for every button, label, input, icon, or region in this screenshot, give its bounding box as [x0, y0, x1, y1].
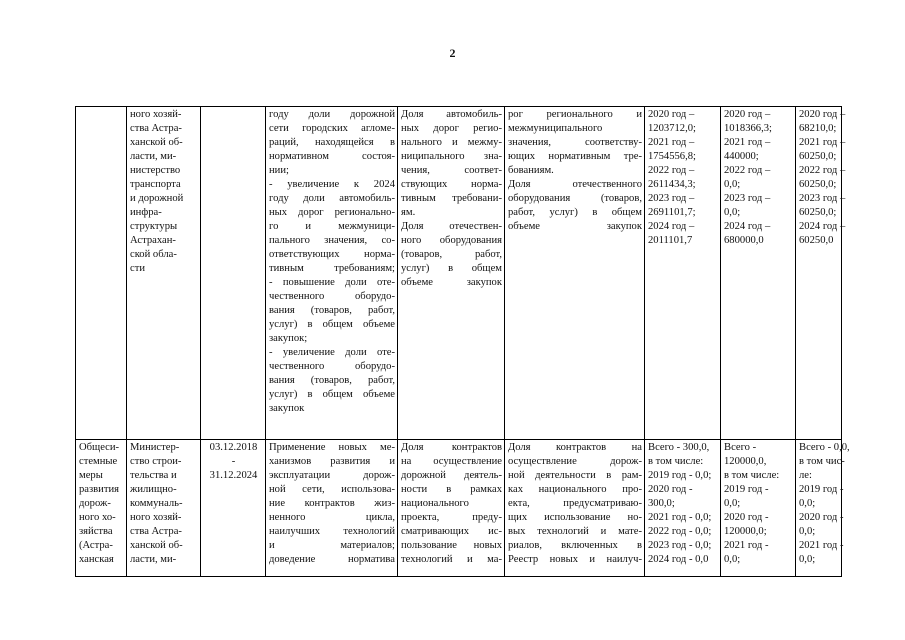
- table-cell-budget-federal: [645, 440, 721, 577]
- cell-text-line: 2021 год -: [724, 540, 769, 551]
- cell-text-line: 0,0;: [799, 498, 816, 509]
- cell-text-line: ханской об-: [130, 540, 183, 551]
- table-cell-indicator-name: [398, 107, 505, 440]
- cell-text-line: чественного оборудо-: [269, 361, 395, 372]
- table-cell-expected-result: [266, 440, 398, 577]
- cell-text-line: 440000;: [724, 151, 759, 162]
- cell-text-line: 0,0;: [724, 207, 741, 218]
- cell-text-line: Всего - 0,0,: [799, 442, 850, 453]
- cell-text-line: (Астра-: [79, 540, 113, 551]
- cell-text-line: 1754556,8;: [648, 151, 696, 162]
- cell-text-line: 2021 год –: [724, 137, 771, 148]
- table-cell-executor: [127, 440, 201, 577]
- cell-text-line: 2023 год –: [724, 193, 771, 204]
- cell-text-line: сети городских агломе-: [269, 123, 395, 134]
- cell-text-line: 03.12.2018: [209, 442, 258, 453]
- cell-text-line: 2611434,3;: [648, 179, 696, 190]
- cell-text-line: 1018366,3;: [724, 123, 772, 134]
- cell-text-line: ство строи-: [130, 456, 182, 467]
- cell-text-line: ласти, ми-: [130, 151, 177, 162]
- table-cell-budget-federal: [645, 107, 721, 440]
- cell-text-line: ханизмов развития и: [269, 456, 395, 467]
- table-cell-budget-regional: [721, 107, 796, 440]
- cell-text-line: 2024 год - 0,0: [648, 554, 709, 565]
- table-cell-period: [201, 107, 266, 440]
- cell-text-line: проекта, преду-: [401, 512, 502, 523]
- cell-text-line: бованиям.: [508, 165, 554, 176]
- cell-text-line: 2022 год –: [724, 165, 771, 176]
- cell-text-line: инфра-: [130, 207, 162, 218]
- cell-text-line: структуры: [130, 221, 178, 232]
- table-cell-expected-result: [266, 107, 398, 440]
- cell-text-line: 60250,0: [799, 235, 834, 246]
- table-cell-budget-other: [796, 107, 846, 440]
- cell-text-line: 2020 год –: [648, 109, 695, 120]
- table-cell-indicator-definition: [505, 107, 645, 440]
- cell-text-line: - увеличение доли оте-: [269, 347, 395, 358]
- page-number: 2: [449, 46, 456, 60]
- table-row: [76, 107, 842, 440]
- cell-text-line: пального значения, со-: [269, 235, 395, 246]
- cell-text-line: ных дорог регио-: [401, 123, 502, 134]
- cell-text-line: дорож-: [79, 498, 111, 509]
- cell-text-line: меры: [79, 470, 103, 481]
- cell-text-line: тельства и: [130, 470, 177, 481]
- cell-text-line: в том числе:: [724, 470, 780, 481]
- cell-text-line: ства Астра-: [130, 526, 182, 537]
- cell-text-line: - повышение доли оте-: [269, 277, 395, 288]
- cell-text-line: 1203712,0;: [648, 123, 696, 134]
- table-cell-period: [201, 440, 266, 577]
- cell-text-line: Доля автомобиль-: [401, 109, 502, 120]
- cell-text-line: услуг) в общем объеме: [269, 389, 395, 400]
- cell-text-line: екта, предусматриваю-: [508, 498, 642, 509]
- cell-text-line: 0,0;: [724, 554, 741, 565]
- cell-text-line: Применение новых ме-: [269, 442, 395, 453]
- cell-text-line: Всего -: [724, 442, 757, 453]
- cell-text-line: закупок;: [269, 333, 308, 344]
- cell-text-line: зяйства: [79, 526, 113, 537]
- cell-text-line: национального: [401, 498, 469, 509]
- cell-text-line: 60250,0;: [799, 207, 837, 218]
- cell-text-line: сматривающих ис-: [401, 526, 502, 537]
- cell-text-line: развития: [79, 484, 120, 495]
- table-cell-indicator-name: [398, 440, 505, 577]
- cell-text-line: доведение норматива: [269, 554, 395, 565]
- cell-text-line: 0,0;: [724, 179, 741, 190]
- cell-text-line: 2022 год –: [799, 165, 846, 176]
- cell-text-line: коммуналь-: [130, 498, 183, 509]
- cell-text-line: наилучших технологий: [269, 526, 395, 537]
- cell-text-line: ного хозяй-: [130, 512, 182, 523]
- cell-text-line: 0,0;: [799, 554, 816, 565]
- cell-text-line: дорожной деятель-: [401, 470, 502, 481]
- cell-text-line: ниципального зна-: [401, 151, 502, 162]
- document-table: [75, 106, 850, 577]
- cell-text-line: значения, соответству-: [508, 137, 642, 148]
- cell-text-line: 2021 год –: [648, 137, 695, 148]
- cell-text-line: и материалов;: [269, 540, 395, 551]
- cell-text-line: 31.12.2024: [209, 470, 258, 481]
- cell-text-line: 120000,0;: [724, 526, 767, 537]
- cell-text-line: транспорта: [130, 179, 181, 190]
- cell-text-line: 2021 год -: [799, 540, 844, 551]
- cell-text-line: ной сети, использова-: [269, 484, 395, 495]
- cell-text-line: раций, находящейся в: [269, 137, 395, 148]
- table-row: [76, 440, 842, 577]
- cell-text-line: 68210,0;: [799, 123, 837, 134]
- cell-text-line: Доля отечествен-: [401, 221, 502, 232]
- cell-text-line: ности в рамках: [401, 484, 502, 495]
- cell-text-line: на осуществление: [401, 456, 502, 467]
- cell-text-line: Доля контрактов на: [508, 442, 642, 453]
- cell-text-line: в том чис-: [799, 456, 845, 467]
- cell-text-line: щих использование но-: [508, 512, 642, 523]
- cell-text-line: 300,0;: [648, 498, 675, 509]
- cell-text-line: ответствующих норма-: [269, 249, 395, 260]
- table-cell-budget-other: [796, 440, 850, 577]
- cell-text-line: нии;: [269, 165, 289, 176]
- cell-text-line: 2011101,7: [648, 235, 693, 246]
- cell-text-line: Доля отечественного: [508, 179, 642, 190]
- table-cell-measure-name: [76, 107, 127, 440]
- cell-text-line: вания (товаров, работ,: [269, 375, 395, 386]
- cell-text-line: 2021 год - 0,0;: [648, 512, 712, 523]
- cell-text-line: ской обла-: [130, 249, 177, 260]
- cell-text-line: пользование новых: [401, 540, 502, 551]
- cell-text-line: чения, соответ-: [401, 165, 502, 176]
- cell-text-line: 2023 год - 0,0;: [648, 540, 712, 551]
- cell-text-line: ласти, ми-: [130, 554, 177, 565]
- cell-text-line: ного хозяй-: [130, 109, 182, 120]
- cell-text-line: 2022 год - 0,0;: [648, 526, 712, 537]
- cell-text-line: риалов, включенных в: [508, 540, 642, 551]
- cell-text-line: ле:: [799, 470, 812, 481]
- cell-text-line: 2020 год -: [724, 512, 769, 523]
- cell-text-line: Всего - 300,0,: [648, 442, 710, 453]
- cell-text-line: 0,0;: [724, 498, 741, 509]
- cell-text-line: нистерство: [130, 165, 181, 176]
- cell-text-line: тивным требованиям;: [269, 263, 395, 274]
- cell-text-line: го и межмуници-: [269, 221, 395, 232]
- cell-text-line: 2020 год -: [648, 484, 693, 495]
- cell-text-line: Министер-: [130, 442, 180, 453]
- cell-text-line: 2019 год -: [799, 484, 844, 495]
- cell-text-line: ханская: [79, 554, 114, 565]
- cell-text-line: ханской об-: [130, 137, 183, 148]
- cell-text-line: ных дорог регионально-: [269, 207, 395, 218]
- cell-text-line: Доля контрактов: [401, 442, 502, 453]
- cell-text-line: ного хо-: [79, 512, 116, 523]
- cell-text-line: объеме закупок: [401, 277, 502, 288]
- cell-text-line: году доли дорожной: [269, 109, 395, 120]
- cell-text-line: тивным требовани-: [401, 193, 502, 204]
- cell-text-line: 2024 год –: [799, 221, 846, 232]
- cell-text-line: 2020 год -: [799, 512, 844, 523]
- cell-text-line: 2023 год –: [648, 193, 695, 204]
- cell-text-line: 0,0;: [799, 526, 816, 537]
- cell-text-line: нормативном состоя-: [269, 151, 395, 162]
- cell-text-line: Общеси-: [79, 442, 120, 453]
- table-cell-measure-name: [76, 440, 127, 577]
- cell-text-line: году доли автомобиль-: [269, 193, 395, 204]
- cell-text-line: 120000,0,: [724, 456, 767, 467]
- cell-text-line: (товаров, работ,: [401, 249, 502, 260]
- cell-text-line: 2023 год –: [799, 193, 846, 204]
- cell-text-line: 2020 год –: [724, 109, 771, 120]
- cell-text-line: -: [231, 456, 236, 467]
- cell-text-line: ствующих норма-: [401, 179, 502, 190]
- cell-text-line: технологий и ма-: [401, 554, 502, 565]
- cell-text-line: 2024 год –: [724, 221, 771, 232]
- table-cell-indicator-definition: [505, 440, 645, 577]
- cell-text-line: 60250,0;: [799, 151, 837, 162]
- cell-text-line: оборудования (товаров,: [508, 193, 642, 204]
- cell-text-line: вых технологий и мате-: [508, 526, 642, 537]
- cell-text-line: стемные: [79, 456, 118, 467]
- cell-text-line: Реестр новых и наилуч-: [508, 554, 642, 565]
- cell-text-line: ям.: [401, 207, 416, 218]
- cell-text-line: ках национального про-: [508, 484, 642, 495]
- cell-text-line: эксплуатации дорож-: [269, 470, 395, 481]
- cell-text-line: услуг) в общем объеме: [269, 319, 395, 330]
- cell-text-line: 2019 год - 0,0;: [648, 470, 712, 481]
- cell-text-line: нального и межму-: [401, 137, 502, 148]
- cell-text-line: 2024 год –: [648, 221, 695, 232]
- cell-text-line: рог регионального и: [508, 109, 642, 120]
- cell-text-line: закупок: [269, 403, 305, 414]
- cell-text-line: 60250,0;: [799, 179, 837, 190]
- cell-text-line: ной деятельности в рам-: [508, 470, 642, 481]
- cell-text-line: ства Астра-: [130, 123, 182, 134]
- cell-text-line: осуществление дорож-: [508, 456, 642, 467]
- cell-text-line: в том числе:: [648, 456, 704, 467]
- cell-text-line: объеме закупок: [508, 221, 642, 232]
- cell-text-line: 680000,0: [724, 235, 764, 246]
- cell-text-line: межмуниципального: [508, 123, 603, 134]
- cell-text-line: 2019 год -: [724, 484, 769, 495]
- cell-text-line: услуг) в общем: [401, 263, 502, 274]
- cell-text-line: жилищно-: [130, 484, 177, 495]
- cell-text-line: 2021 год –: [799, 137, 846, 148]
- cell-text-line: ного оборудования: [401, 235, 502, 246]
- cell-text-line: сти: [130, 263, 146, 274]
- cell-text-line: ненного цикла,: [269, 512, 395, 523]
- cell-text-line: и дорожной: [130, 193, 184, 204]
- cell-text-line: - увеличение к 2024: [269, 179, 395, 190]
- cell-text-line: 2691101,7;: [648, 207, 696, 218]
- table-cell-budget-regional: [721, 440, 796, 577]
- cell-text-line: 2022 год –: [648, 165, 695, 176]
- table-cell-executor: [127, 107, 201, 440]
- cell-text-line: ющих нормативным тре-: [508, 151, 642, 162]
- cell-text-line: 2020 год –: [799, 109, 846, 120]
- cell-text-line: ние контрактов жиз-: [269, 498, 395, 509]
- cell-text-line: работ, услуг) в общем: [508, 207, 642, 218]
- cell-text-line: чественного оборудо-: [269, 291, 395, 302]
- cell-text-line: вания (товаров, работ,: [269, 305, 395, 316]
- cell-text-line: Астрахан-: [130, 235, 176, 246]
